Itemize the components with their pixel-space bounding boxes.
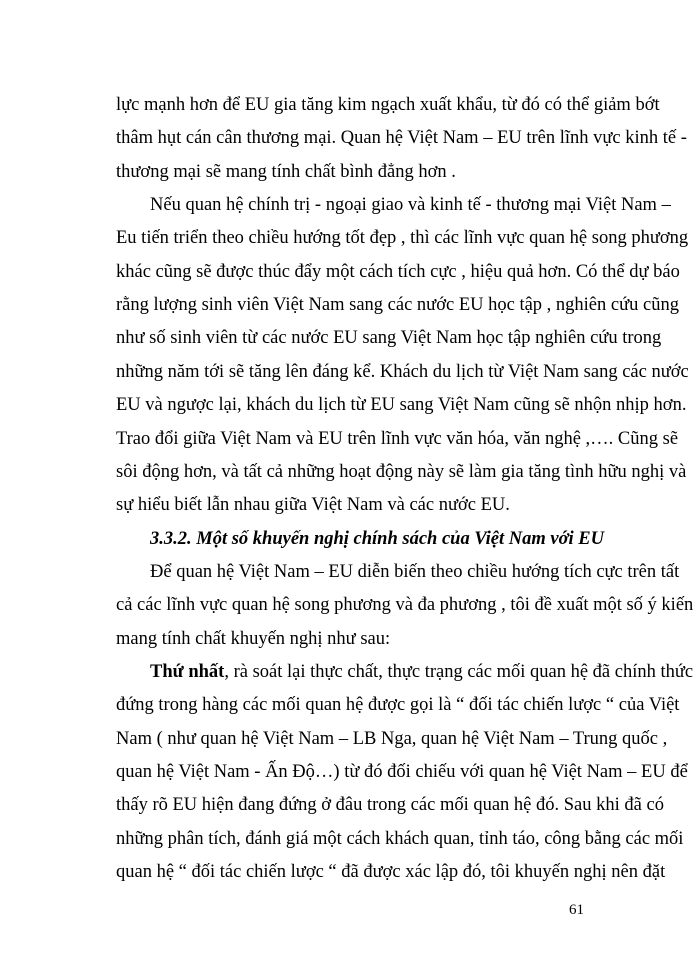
text-line: những phân tích, đánh giá một cách khách quan, tỉnh táo, công bằng các mối: [116, 828, 684, 849]
text-line: cả các lĩnh vực quan hệ song phương và đa phương , tôi đề xuất một số ý kiến: [116, 595, 694, 616]
text-line: quan hệ Việt Nam - Ấn Độ…) từ đó đối chiếu với quan hệ Việt Nam – EU để: [116, 762, 688, 782]
section-heading: 3.3.2. Một số khuyến nghị chính sách của Việt Nam với EU: [150, 528, 604, 549]
text-line: sự hiểu biết lẫn nhau giữa Việt Nam và các nước EU.: [116, 495, 510, 516]
text-line: những năm tới sẽ tăng lên đáng kể. Khách du lịch từ Việt Nam sang các nước: [116, 361, 689, 382]
text-line: Nếu quan hệ chính trị - ngoại giao và kinh tế - thương mại Việt Nam –: [150, 195, 671, 215]
paragraph-lead: Thứ nhất: [150, 661, 225, 682]
text-line: đứng trong hàng các mối quan hệ được gọi là “ đối tác chiến lược “ của Việt: [116, 695, 680, 716]
text-line: sôi động hơn, và tất cả những hoạt động này sẽ làm gia tăng tình hữu nghị và: [116, 461, 687, 482]
text-line: thâm hụt cán cân thương mại. Quan hệ Việt Nam – EU trên lĩnh vực kinh tế -: [116, 128, 687, 149]
text-line: quan hệ “ đối tác chiến lược “ đã được xác lập đó, tôi khuyến nghị nên đặt: [116, 862, 666, 882]
text-line: EU và ngược lại, khách du lịch từ EU sang Việt Nam cũng sẽ nhộn nhịp hơn.: [116, 395, 687, 416]
text-line: thấy rõ EU hiện đang đứng ở đâu trong các mối quan hệ đó. Sau khi đã có: [116, 795, 664, 816]
text-line: khác cũng sẽ được thúc đẩy một cách tích cực , hiệu quả hơn. Có thể dự báo: [116, 261, 680, 282]
text-line: như số sinh viên từ các nước EU sang Việt Nam học tập nghiên cứu trong: [116, 328, 662, 349]
text-line: thương mại sẽ mang tính chất bình đẳng hơn .: [116, 161, 456, 182]
paragraph-lead-rest: , rà soát lại thực chất, thực trạng các mối quan hệ đã chính thức: [224, 661, 694, 682]
text-line: rằng lượng sinh viên Việt Nam sang các nước EU học tập , nghiên cứu cũng: [116, 295, 679, 316]
text-line: Để quan hệ Việt Nam – EU diễn biến theo chiều hướng tích cực trên tất: [150, 561, 680, 582]
text-line: Trao đổi giữa Việt Nam và EU trên lĩnh vực văn hóa, văn nghệ ,…. Cũng sẽ: [116, 428, 679, 449]
text-line: lực mạnh hơn để EU gia tăng kim ngạch xuất khẩu, từ đó có thể giảm bớt: [116, 95, 660, 115]
text-line: mang tính chất khuyến nghị như sau:: [116, 628, 391, 649]
text-line: Eu tiến triển theo chiều hướng tốt đẹp , thì các lĩnh vực quan hệ song phương: [116, 228, 689, 249]
page-number: 61: [569, 902, 584, 918]
text-line: Nam ( như quan hệ Việt Nam – LB Nga, quan hệ Việt Nam – Trung quốc ,: [116, 728, 668, 749]
text-line: [150, 660, 694, 684]
